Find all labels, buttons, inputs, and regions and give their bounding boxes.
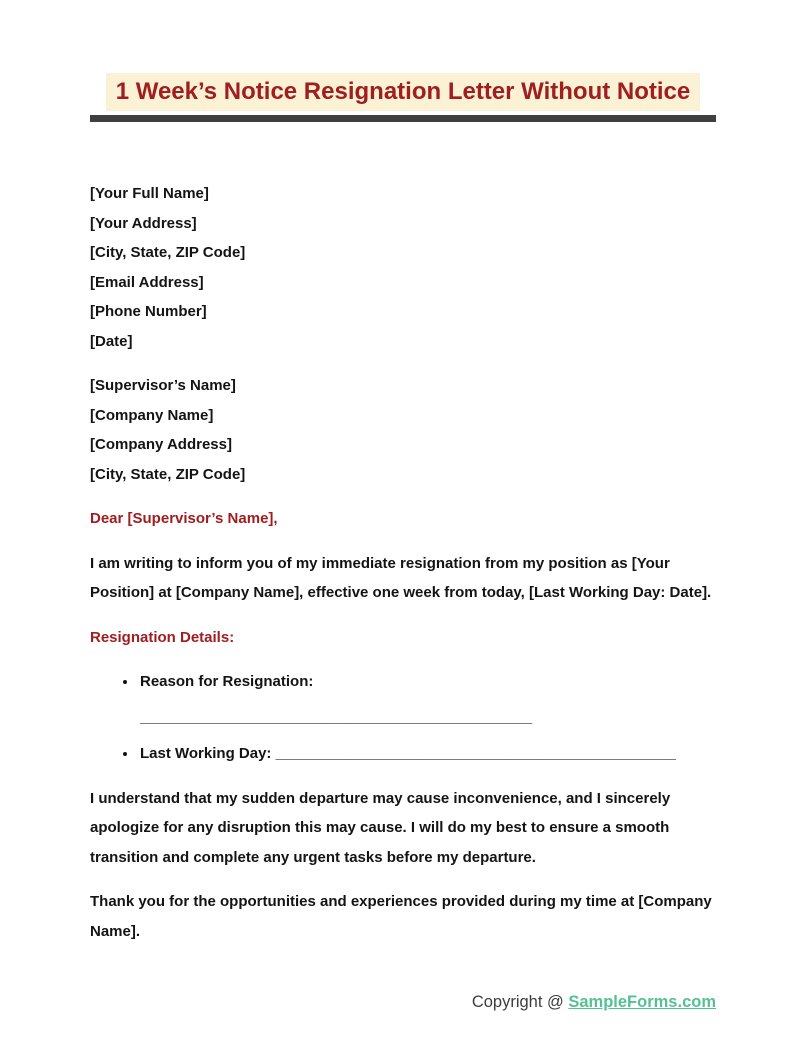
sender-line: [Your Address] (90, 214, 197, 232)
reason-blank-line: _______________________________________________ (140, 708, 533, 726)
sender-line: [City, State, ZIP Code] (90, 244, 246, 261)
paragraph-resignation-notice: I am writing to inform you of my immediate resignation from my position as [Your Position] at [Company Name], effective one week from today, [Last Working Day: Date]. (90, 554, 712, 601)
sender-line: [Your Full Name] (90, 185, 209, 202)
recipient-line: [City, State, ZIP Code] (90, 465, 246, 483)
recipient-line: [Supervisor’s Name] (90, 377, 236, 394)
footer (472, 992, 716, 1012)
sender-line: [Email Address] (90, 273, 204, 291)
details-heading: Resignation Details: (90, 628, 235, 646)
page-title-row (0, 73, 806, 111)
paragraph-apology: I understand that my sudden departure may cause inconvenience, and I sincerely apologize for any disruption this may cause. I will do my best to ensure a smooth transition and complete any urgent tasks before my departure. (90, 789, 671, 866)
salutation: Dear [Supervisor’s Name], (90, 510, 278, 527)
sender-block (90, 179, 720, 356)
brand-link[interactable]: SampleForms.com (568, 993, 716, 1011)
recipient-line: [Company Address] (90, 436, 232, 453)
sender-line: [Date] (90, 332, 133, 350)
title-divider (90, 115, 716, 122)
sender-line: [Phone Number] (90, 303, 207, 320)
list-item-reason (138, 667, 720, 732)
reason-label: Reason for Resignation: (140, 673, 314, 690)
paragraph-thanks: Thank you for the opportunities and experiences provided during my time at [Company Name]. (90, 893, 712, 940)
recipient-line: [Company Name] (90, 406, 214, 424)
page-title: 1 Week’s Notice Resignation Letter Without Notice (106, 73, 701, 111)
document-header (0, 0, 806, 122)
copyright-text: Copyright @ (471, 993, 569, 1011)
last-working-day-label: Last Working Day: (140, 745, 276, 762)
list-item-last-working-day (138, 739, 720, 769)
last-working-day-blank-line: ________________________________________________ (275, 745, 677, 762)
details-list (90, 667, 720, 769)
letter-body (90, 179, 720, 946)
recipient-block (90, 371, 720, 489)
